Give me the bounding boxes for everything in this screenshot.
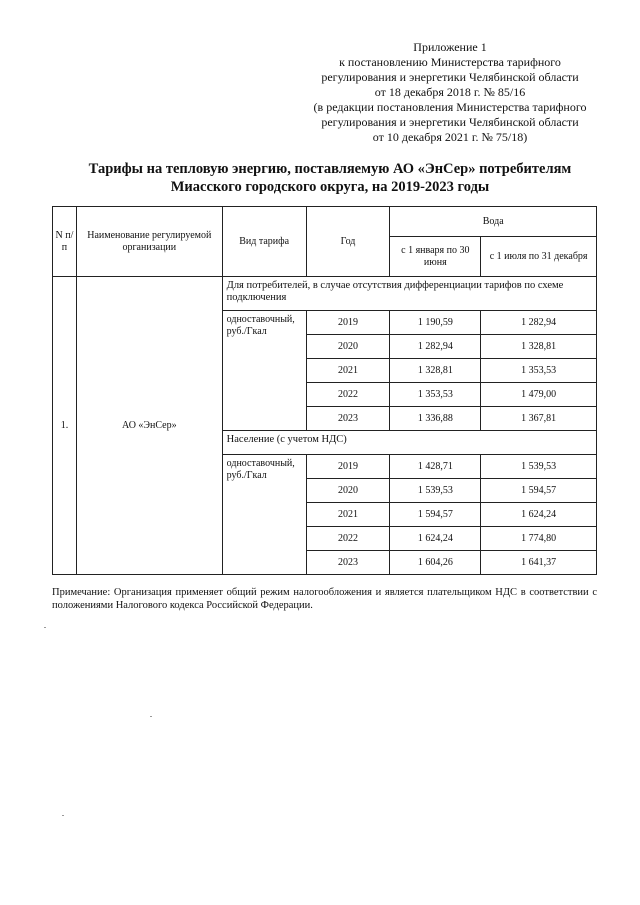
- scan-speck: [62, 815, 64, 816]
- tariff-value: 1 428,71: [390, 455, 481, 479]
- year-cell: 2023: [306, 551, 390, 575]
- tariff-value: 1 353,53: [390, 383, 481, 407]
- tariff-value: 1 624,24: [390, 527, 481, 551]
- tariff-value: 1 479,00: [481, 383, 597, 407]
- tariff-table: [52, 206, 597, 575]
- year-cell: 2019: [306, 455, 390, 479]
- year-cell: 2020: [306, 335, 390, 359]
- year-cell: 2021: [306, 359, 390, 383]
- group-label: Население (с учетом НДС): [222, 431, 596, 455]
- appendix-line: регулирования и энергетики Челябинской области: [321, 115, 579, 129]
- group-label: Для потребителей, в случае отсутствия дифференциации тарифов по схеме подключения: [222, 277, 596, 311]
- appendix-block: [290, 40, 610, 145]
- tariff-value: 1 604,26: [390, 551, 481, 575]
- tariff-value: 1 282,94: [390, 335, 481, 359]
- tariff-type: одноставочный, руб./Гкал: [222, 455, 306, 575]
- footnote: Примечание: Организация применяет общий режим налогообложения и является плательщиком НДС в соответствии с положениями Налогового кодекса Российской Федерации.: [52, 587, 597, 611]
- tariff-value: 1 539,53: [481, 455, 597, 479]
- year-cell: 2020: [306, 479, 390, 503]
- tariff-value: 1 190,59: [390, 311, 481, 335]
- tariff-value: 1 353,53: [481, 359, 597, 383]
- document-title: [40, 160, 620, 196]
- appendix-line: от 18 декабря 2018 г. № 85/16: [374, 85, 526, 99]
- row-number: 1.: [53, 277, 77, 575]
- appendix-line: к постановлению Министерства тарифного: [339, 55, 561, 69]
- tariff-value: 1 336,88: [390, 407, 481, 431]
- appendix-line: регулирования и энергетики Челябинской области: [321, 70, 579, 84]
- tariff-type: одноставочный, руб./Гкал: [222, 311, 306, 431]
- appendix-line: Приложение 1: [413, 40, 487, 54]
- year-cell: 2021: [306, 503, 390, 527]
- header-water: Вода: [390, 207, 597, 237]
- scan-speck: [150, 716, 152, 717]
- header-tariff-type: Вид тарифа: [222, 207, 306, 277]
- year-cell: 2023: [306, 407, 390, 431]
- organization-name: АО «ЭнСер»: [76, 277, 222, 575]
- tariff-value: 1 774,80: [481, 527, 597, 551]
- scan-speck: [44, 627, 46, 628]
- title-line-2: Миасского городского округа, на 2019-2023 годы: [170, 179, 490, 195]
- header-year: Год: [306, 207, 390, 277]
- title-line-1: Тарифы на тепловую энергию, поставляемую АО «ЭнСер» потребителям: [88, 161, 572, 177]
- tariff-value: 1 539,53: [390, 479, 481, 503]
- header-period-1: с 1 января по 30 июня: [390, 237, 481, 277]
- tariff-value: 1 641,37: [481, 551, 597, 575]
- tariff-value: 1 624,24: [481, 503, 597, 527]
- header-org: Наименование регулируемой организации: [76, 207, 222, 277]
- tariff-value: 1 594,57: [390, 503, 481, 527]
- header-num: N п/п: [53, 207, 77, 277]
- year-cell: 2022: [306, 383, 390, 407]
- tariff-value: 1 367,81: [481, 407, 597, 431]
- year-cell: 2019: [306, 311, 390, 335]
- appendix-line: от 10 декабря 2021 г. № 75/18): [372, 130, 528, 144]
- year-cell: 2022: [306, 527, 390, 551]
- tariff-value: 1 282,94: [481, 311, 597, 335]
- header-period-2: с 1 июля по 31 декабря: [481, 237, 597, 277]
- appendix-line: (в редакции постановления Министерства тарифного: [313, 100, 587, 114]
- tariff-value: 1 594,57: [481, 479, 597, 503]
- tariff-value: 1 328,81: [481, 335, 597, 359]
- tariff-value: 1 328,81: [390, 359, 481, 383]
